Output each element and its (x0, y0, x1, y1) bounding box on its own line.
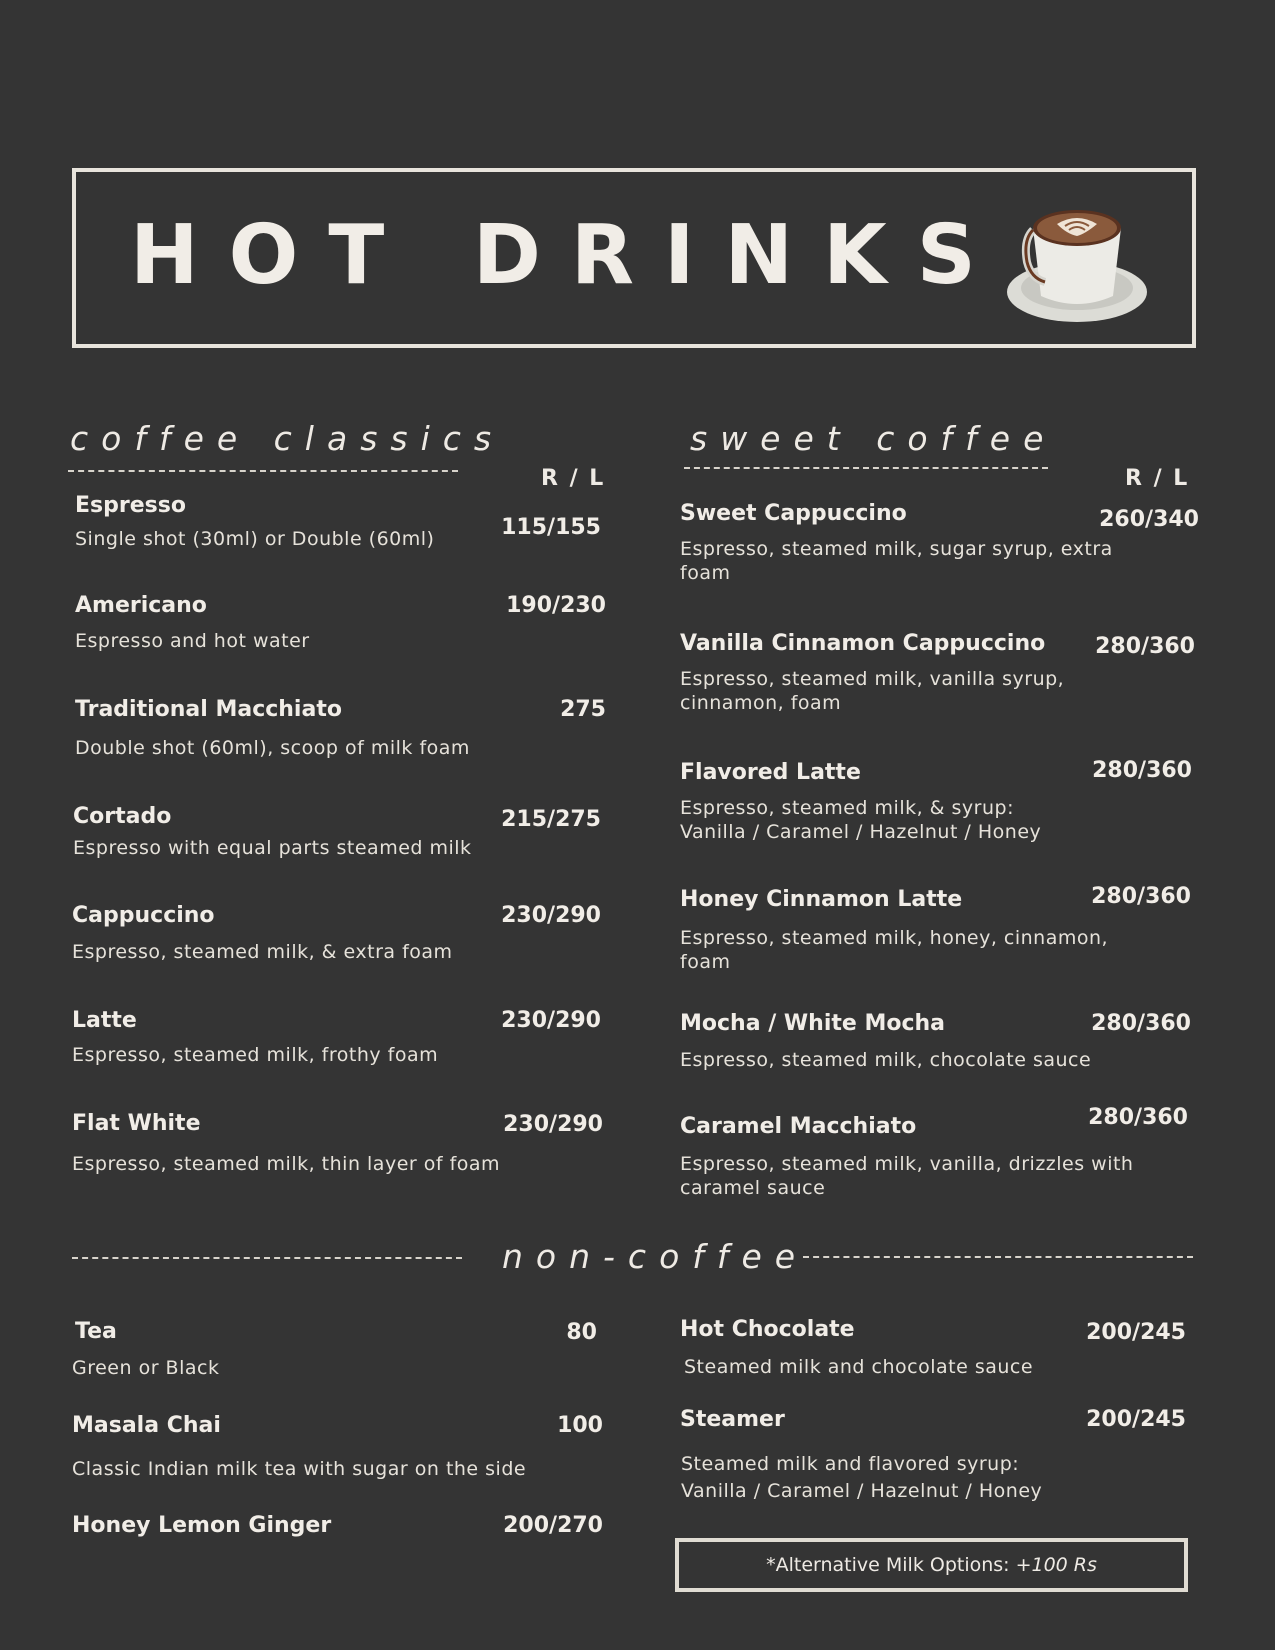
divider (68, 470, 458, 472)
item-description-line: Espresso, steamed milk, chocolate sauce (680, 1049, 1092, 1071)
item-description-line: Steamed milk and flavored syrup: (681, 1453, 1020, 1475)
page-title: HOT DRINKS (130, 208, 1006, 303)
item-description: Espresso with equal parts steamed milk (73, 837, 472, 859)
item-price: 200/245 (1086, 1320, 1186, 1345)
section-title-coffee-classics: coffee classics (70, 419, 505, 458)
item-price: 280/360 (1091, 884, 1191, 909)
item-name: Tea (75, 1319, 117, 1344)
item-description-line: Espresso, steamed milk, & syrup: (680, 797, 1014, 819)
note-price: +100 Rs (1015, 1554, 1097, 1576)
item-description: Classic Indian milk tea with sugar on the side (72, 1458, 527, 1480)
item-description-line: Espresso, steamed milk, honey, cinnamon, (680, 927, 1109, 949)
item-description-line: Vanilla / Caramel / Hazelnut / Honey (681, 1480, 1043, 1502)
item-price: 200/270 (503, 1513, 603, 1538)
item-price: 215/275 (501, 807, 601, 832)
item-price: 260/340 (1099, 507, 1199, 532)
item-description-line: Espresso, steamed milk, vanilla, drizzles with (680, 1153, 1134, 1175)
item-price: 280/360 (1088, 1105, 1188, 1130)
item-description-line: cinnamon, foam (680, 692, 842, 714)
item-price: 200/245 (1086, 1407, 1186, 1432)
item-price: 230/290 (501, 903, 601, 928)
item-description: Espresso, steamed milk, frothy foam (72, 1044, 439, 1066)
item-description-line: Espresso, steamed milk, sugar syrup, extra (680, 538, 1113, 560)
alternative-milk-note (675, 1538, 1188, 1592)
item-name: Caramel Macchiato (680, 1114, 917, 1139)
item-price: 280/360 (1092, 758, 1192, 783)
item-price: 280/360 (1095, 634, 1195, 659)
item-description: Espresso, steamed milk, & extra foam (72, 941, 453, 963)
item-description-line: foam (680, 951, 731, 973)
item-name: Flat White (72, 1111, 201, 1136)
item-name: Latte (72, 1008, 137, 1033)
note-text: *Alternative Milk Options: (766, 1554, 1010, 1576)
divider (803, 1256, 1193, 1258)
item-name: Flavored Latte (680, 760, 861, 785)
price-header: R / L (541, 466, 606, 491)
item-description-line: caramel sauce (680, 1177, 826, 1199)
section-title-non-coffee: non-coffee (502, 1237, 809, 1276)
item-description: Single shot (30ml) or Double (60ml) (75, 528, 435, 550)
item-description: Double shot (60ml), scoop of milk foam (75, 737, 470, 759)
section-title-sweet-coffee: sweet coffee (690, 419, 1057, 458)
item-price: 230/290 (501, 1008, 601, 1033)
price-header: R / L (1125, 466, 1190, 491)
item-price: 115/155 (501, 515, 601, 540)
item-name: Honey Lemon Ginger (72, 1513, 332, 1538)
divider (72, 1257, 462, 1259)
item-description-line: Steamed milk and chocolate sauce (684, 1356, 1034, 1378)
item-description: Green or Black (72, 1357, 220, 1379)
item-name: Hot Chocolate (680, 1317, 855, 1342)
item-description-line: Espresso, steamed milk, vanilla syrup, (680, 668, 1065, 690)
item-description-line: foam (680, 562, 731, 584)
item-price: 190/230 (506, 593, 606, 618)
item-name: Mocha / White Mocha (680, 1011, 946, 1036)
item-description-line: Vanilla / Caramel / Hazelnut / Honey (680, 821, 1042, 843)
item-price: 100 (557, 1413, 603, 1438)
item-price: 275 (560, 697, 606, 722)
item-description: Espresso, steamed milk, thin layer of foam (72, 1153, 501, 1175)
item-price: 280/360 (1091, 1011, 1191, 1036)
item-name: Masala Chai (72, 1413, 221, 1438)
item-name: Vanilla Cinnamon Cappuccino (680, 631, 1046, 656)
divider (684, 467, 1048, 469)
item-name: Steamer (680, 1407, 785, 1432)
item-name: Traditional Macchiato (75, 697, 342, 722)
item-name: Americano (75, 593, 207, 618)
item-price: 80 (566, 1320, 597, 1345)
item-name: Sweet Cappuccino (680, 501, 907, 526)
item-description: Espresso and hot water (75, 630, 310, 652)
item-name: Cappuccino (72, 903, 215, 928)
coffee-cup-icon (1005, 200, 1150, 330)
item-name: Cortado (73, 804, 172, 829)
item-name: Espresso (75, 493, 186, 518)
item-name: Honey Cinnamon Latte (680, 887, 963, 912)
item-price: 230/290 (503, 1112, 603, 1137)
